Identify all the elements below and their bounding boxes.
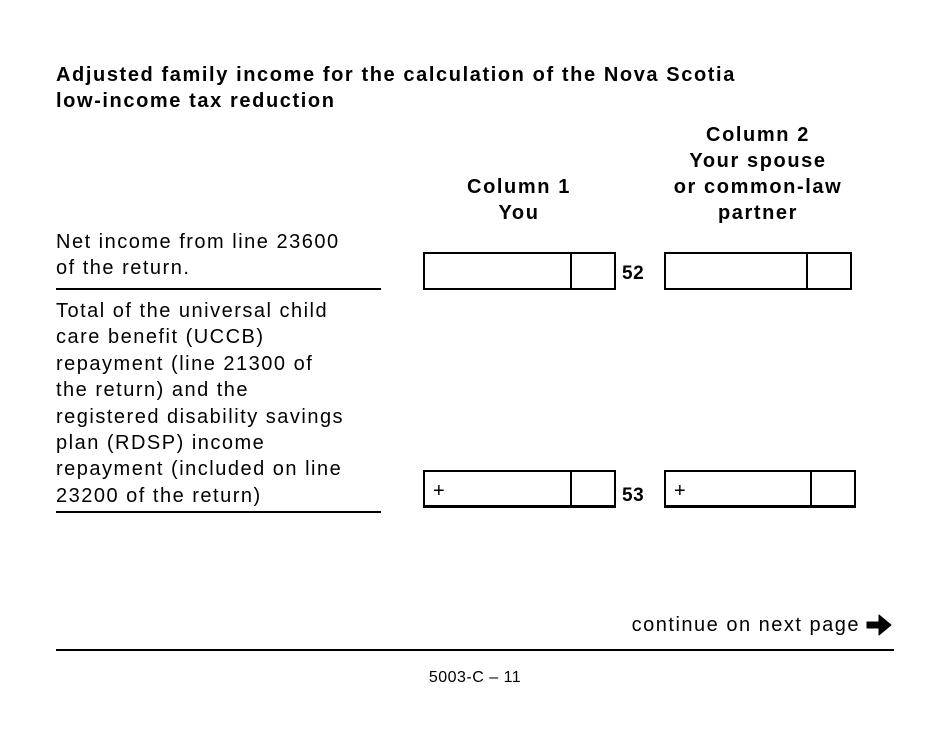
line-53-label-text: the return) and the <box>56 379 250 402</box>
line-52-column-2-amount-field[interactable] <box>664 252 852 290</box>
title-line-2: low-income tax reduction <box>56 90 336 112</box>
column-1-title: Column 1 <box>467 176 571 198</box>
line-53-column-1-sign: + <box>433 480 445 502</box>
arrow-right-icon <box>866 613 892 637</box>
column-2-header <box>650 122 866 226</box>
continue-text: continue on next page <box>631 614 860 636</box>
line-52-label-text: Net income from line 23600 <box>56 231 340 253</box>
column-2-title: Column 2 <box>706 124 810 146</box>
footer-divider <box>56 649 894 651</box>
column-1-subtitle: You <box>498 202 540 224</box>
line-53-label-text: plan (RDSP) income <box>56 432 266 455</box>
line-number-52: 52 <box>622 263 645 284</box>
line-53-label-text: repayment (line 21300 of <box>56 352 314 375</box>
line-53-label-text: registered disability savings <box>56 405 345 428</box>
line-53-column-2-amount-field[interactable] <box>664 470 856 508</box>
line-53-label-text: Total of the universal child <box>56 300 329 322</box>
column-2-subtitle-line-1: Your spouse <box>689 150 827 172</box>
continue-note <box>632 611 892 639</box>
line-53-column-2-cents-field[interactable] <box>810 472 854 505</box>
title-line-1: Adjusted family income for the calculation of the Nova Scotia <box>56 64 736 86</box>
line-53-label-text: repayment (included on line <box>56 458 343 481</box>
column-2-subtitle-line-2: or common-law <box>673 176 843 198</box>
column-2-subtitle-line-3: partner <box>717 202 799 224</box>
line-53-column-1-amount-field[interactable] <box>423 470 616 508</box>
line-53-label-text: 23200 of the return) <box>56 484 262 507</box>
line-52-column-1-cents-field[interactable] <box>570 254 614 288</box>
line-53-label <box>56 298 381 513</box>
page-footer: 5003-C – 11 <box>428 669 522 686</box>
line-52-column-1-amount-field[interactable] <box>423 252 616 290</box>
line-number-53: 53 <box>622 485 645 506</box>
line-53-column-1-cents-field[interactable] <box>570 472 614 505</box>
form-section-title <box>56 62 876 114</box>
line-52-label-text: of the return. <box>56 257 191 280</box>
line-53-label-text: care benefit (UCCB) <box>56 326 265 349</box>
line-52-column-2-cents-field[interactable] <box>806 254 850 288</box>
line-53-column-2-sign: + <box>674 480 686 502</box>
line-52-label <box>56 229 381 290</box>
column-1-header <box>423 174 615 226</box>
